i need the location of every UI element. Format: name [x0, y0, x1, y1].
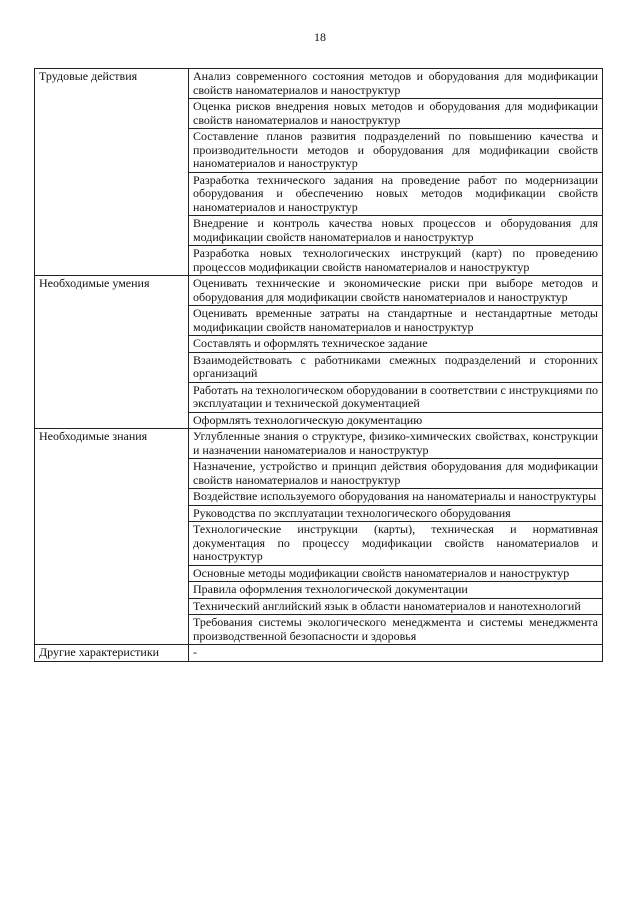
section-item: Оценка рисков внедрения новых методов и оборудования для модификации свойств наноматериалов и наноструктур — [189, 99, 603, 129]
section-title: Необходимые умения — [35, 276, 189, 429]
section-item: - — [189, 645, 603, 662]
section-title: Трудовые действия — [35, 69, 189, 276]
section-item: Углубленные знания о структуре, физико-химических свойствах, конструкции и назначении наноматериалов и наноструктур — [189, 429, 603, 459]
page-number: 18 — [314, 30, 326, 44]
section-item: Анализ современного состояния методов и оборудования для модификации свойств наноматериалов и наноструктур — [189, 69, 603, 99]
section-item: Правила оформления технологической документации — [189, 582, 603, 599]
section-item: Разработка технического задания на проведение работ по модернизации оборудования и обеспечению новых методов модификации свойств наноматериалов и наноструктур — [189, 172, 603, 216]
section-item: Составлять и оформлять техническое задание — [189, 336, 603, 353]
section-title: Другие характеристики — [35, 645, 189, 662]
section-item: Разработка новых технологических инструкций (карт) по проведению процессов модификации свойств наноматериалов и наноструктур — [189, 246, 603, 276]
section-item: Взаимодействовать с работниками смежных подразделений и сторонних организаций — [189, 352, 603, 382]
section-item: Технологические инструкции (карты), техническая и нормативная документация по процессу модификации свойств наноматериалов и наноструктур — [189, 522, 603, 566]
section-item: Воздействие используемого оборудования на наноматериалы и наноструктуры — [189, 489, 603, 506]
table-body — [35, 69, 603, 662]
section-item: Технический английский язык в области наноматериалов и нанотехнологий — [189, 598, 603, 615]
section-item: Составление планов развития подразделений по повышению качества и производительности методов и оборудования для модификации свойств наноматериалов и наноструктур — [189, 129, 603, 173]
section-item: Оформлять технологическую документацию — [189, 412, 603, 429]
section-item: Внедрение и контроль качества новых процессов и оборудования для модификации свойств наноматериалов и наноструктур — [189, 216, 603, 246]
section-item: Основные методы модификации свойств наноматериалов и наноструктур — [189, 565, 603, 582]
table-row — [35, 69, 603, 99]
section-item: Оценивать технические и экономические риски при выборе методов и оборудования для модификации свойств наноматериалов и наноструктур — [189, 276, 603, 306]
competency-table — [34, 68, 603, 662]
section-title: Необходимые знания — [35, 429, 189, 645]
section-item: Руководства по эксплуатации технологического оборудования — [189, 505, 603, 522]
table-row — [35, 645, 603, 662]
table-row — [35, 276, 603, 306]
section-item: Работать на технологическом оборудовании в соответствии с инструкциями по эксплуатации и технической документацией — [189, 382, 603, 412]
section-item: Назначение, устройство и принцип действия оборудования для модификации свойств наноматериалов и наноструктур — [189, 459, 603, 489]
section-item: Требования системы экологического менеджмента и системы менеджмента производственной безопасности и здоровья — [189, 615, 603, 645]
section-item: Оценивать временные затраты на стандартные и нестандартные методы модификации свойств наноматериалов и наноструктур — [189, 306, 603, 336]
table-row — [35, 429, 603, 459]
